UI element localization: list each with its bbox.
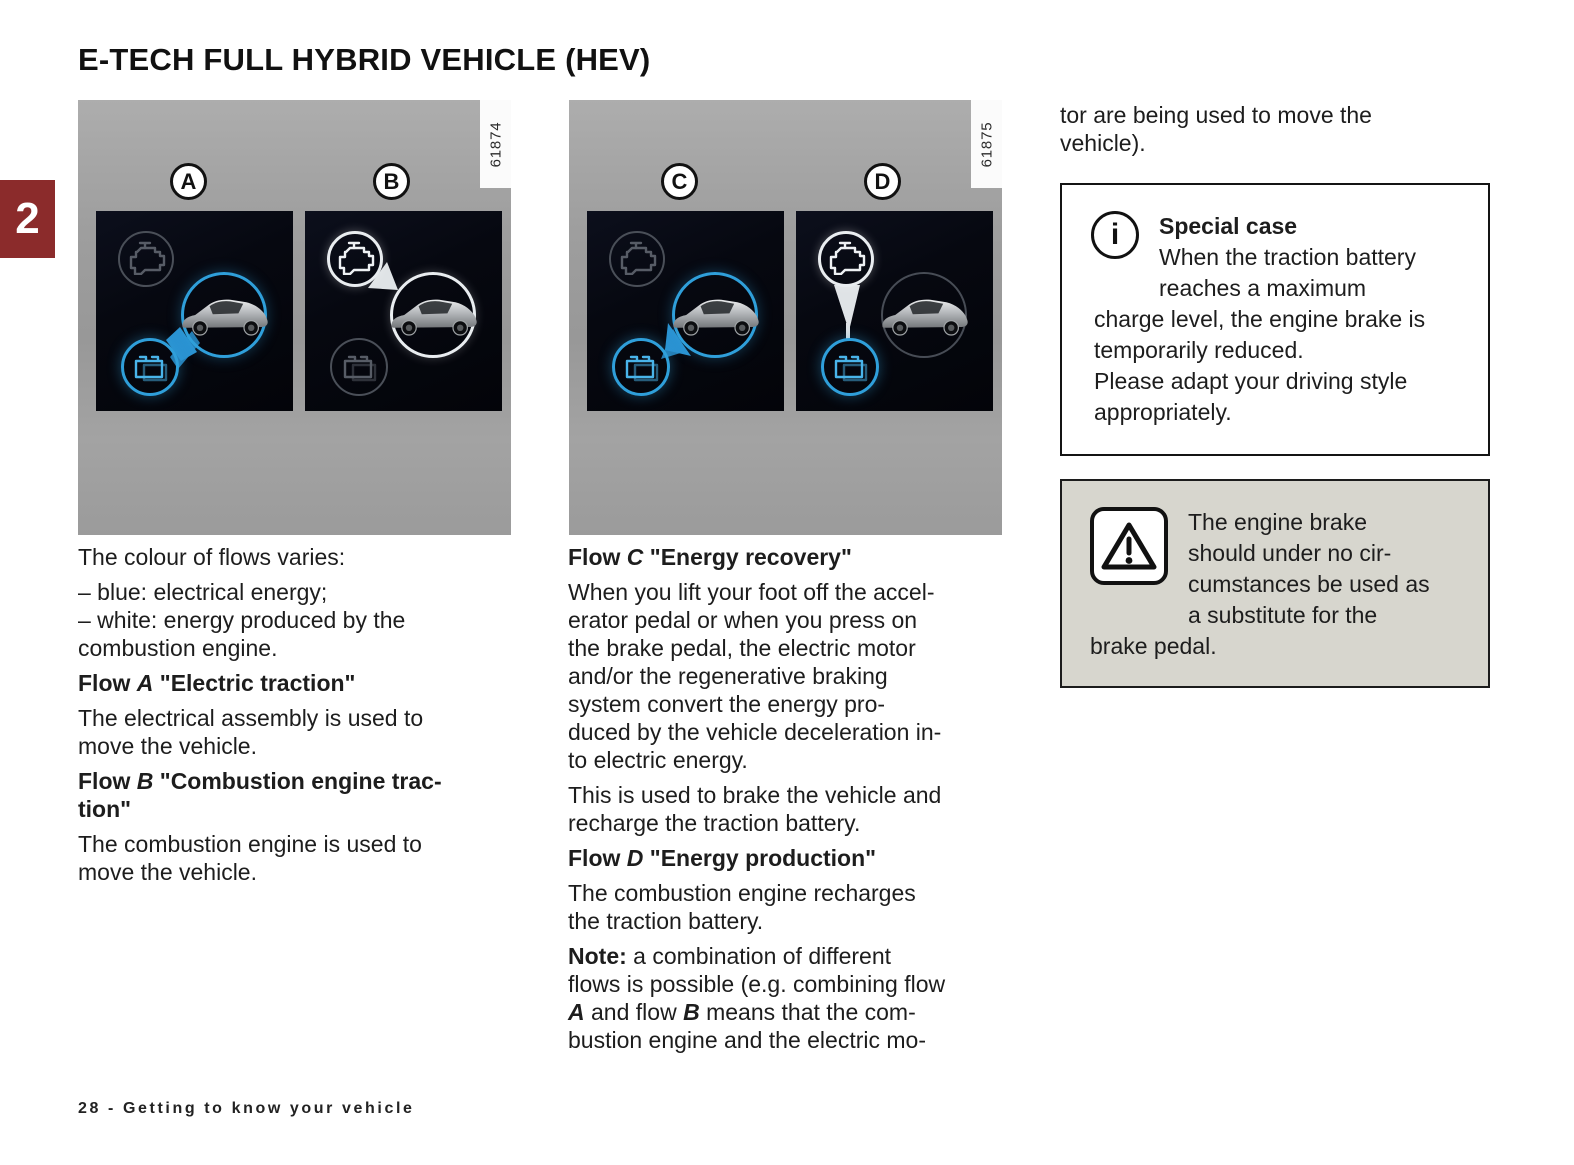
- paragraph: Flow B "Combustion engine trac- tion": [78, 768, 442, 822]
- flow-panel-b: [305, 211, 502, 411]
- paragraph: Flow A "Electric traction": [78, 670, 356, 696]
- car-icon: [667, 291, 763, 339]
- battery-icon: [832, 352, 868, 382]
- page-title: E-TECH FULL HYBRID VEHICLE (HEV): [78, 42, 651, 77]
- paragraph: The combustion engine recharges the traction battery.: [568, 880, 916, 934]
- text-line: should under no cir-: [1188, 540, 1392, 566]
- right-column-intro: [1060, 101, 1500, 164]
- photo-number: 61875: [978, 121, 995, 167]
- paragraph: When you lift your foot off the accel- erator pedal or when you press on the brake pedal, the electric motor and/or the regenerative braking system convert the energy pro- duced by the vehicle deceleration in- to electric energy.: [568, 579, 942, 773]
- text-line: cumstances be used as: [1188, 571, 1430, 597]
- paragraph: The combustion engine is used to move the vehicle.: [78, 831, 422, 885]
- text-line: brake pedal.: [1090, 633, 1217, 659]
- figure-label-c: C: [661, 163, 698, 200]
- engine-icon: [826, 241, 866, 275]
- chapter-tab: 2: [0, 180, 55, 258]
- warning-text: [1090, 631, 1472, 662]
- car-icon: [876, 291, 972, 339]
- paragraph: The electrical assembly is used to move the vehicle.: [78, 705, 424, 759]
- figure-hev-flows-cd: [569, 100, 1002, 535]
- text-line: The engine brake: [1188, 509, 1368, 535]
- paragraph: tor are being used to move the vehicle).: [1060, 102, 1372, 156]
- photo-number-plate: [971, 100, 1002, 188]
- middle-text-column: [568, 543, 1018, 1061]
- paragraph: The colour of flows varies:: [78, 544, 346, 570]
- paragraph: This is used to brake the vehicle and recharge the traction battery.: [568, 782, 942, 836]
- left-text-column: [78, 543, 523, 893]
- warning-box: [1060, 479, 1490, 688]
- car-icon: [385, 291, 481, 339]
- special-case-indented-text: [1159, 242, 1416, 304]
- warning-triangle-icon: [1090, 507, 1168, 585]
- flow-panel-d: [796, 211, 993, 411]
- special-case-text: [1094, 304, 1468, 428]
- text-line: appropriately.: [1094, 399, 1232, 425]
- text-line: charge level, the engine brake is: [1094, 306, 1426, 332]
- photo-number-plate: [480, 100, 511, 188]
- paragraph: Flow C "Energy recovery": [568, 544, 852, 570]
- engine-icon: [617, 241, 657, 275]
- text-line: reaches a maximum: [1159, 275, 1367, 301]
- paragraph: – blue: electrical energy; – white: energy produced by the combustion engine.: [78, 579, 406, 661]
- engine-icon: [335, 241, 375, 275]
- special-case-box: [1060, 183, 1490, 456]
- figure-label-a: A: [170, 163, 207, 200]
- paragraph: Flow D "Energy production": [568, 845, 877, 871]
- warning-indented-text: [1188, 507, 1430, 631]
- footer-page-info: 28 - Getting to know your vehicle: [78, 1100, 415, 1117]
- battery-icon: [132, 352, 168, 382]
- paragraph: Note: a combination of different flows is possible (e.g. combining flow A and flow B means that the com- bustion engine and the electric mo-: [568, 943, 946, 1053]
- figure-label-d: D: [864, 163, 901, 200]
- flow-panel-a: [96, 211, 293, 411]
- text-line: a substitute for the: [1188, 602, 1378, 628]
- figure-label-b: B: [373, 163, 410, 200]
- text-line: temporarily reduced.: [1094, 337, 1304, 363]
- info-icon: i: [1091, 211, 1139, 259]
- battery-icon: [341, 352, 377, 382]
- text-line: When the traction battery: [1159, 244, 1416, 270]
- flow-panel-c: [587, 211, 784, 411]
- car-icon: [176, 291, 272, 339]
- photo-number: 61874: [487, 121, 504, 167]
- text-line: Please adapt your driving style: [1094, 368, 1408, 394]
- special-case-title: Special case: [1159, 213, 1298, 239]
- engine-icon: [126, 241, 166, 275]
- figure-hev-flows-ab: [78, 100, 511, 535]
- battery-icon: [623, 352, 659, 382]
